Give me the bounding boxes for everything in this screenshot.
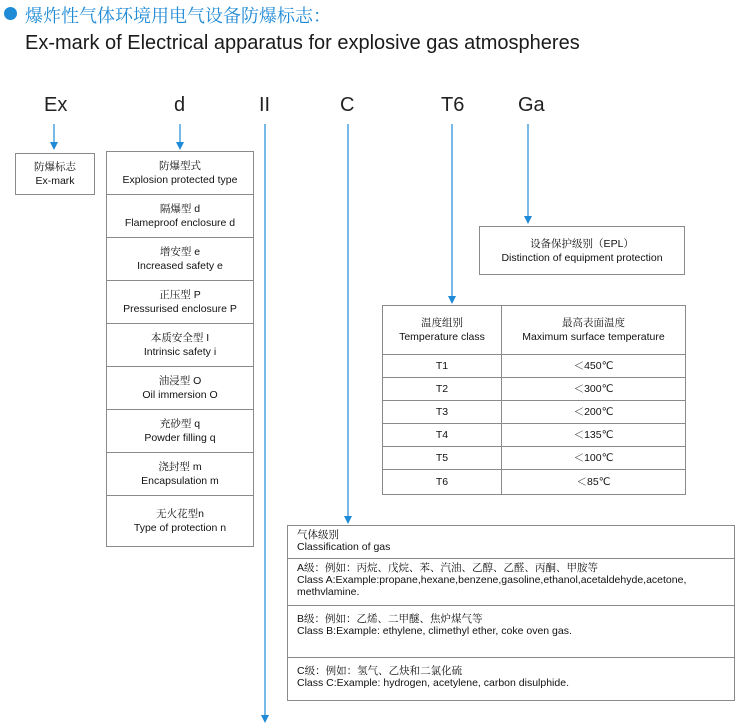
code-ii: II xyxy=(259,94,271,116)
protection-type-cn: 隔爆型 d xyxy=(159,203,201,215)
max-temperature-cell: ＜100℃ xyxy=(573,452,614,464)
temperature-class-cell: T4 xyxy=(383,424,502,446)
gas-classification-box xyxy=(287,525,735,701)
max-temperature-cell: ＜85℃ xyxy=(576,476,611,488)
ex-mark-box xyxy=(15,153,95,195)
gas-classification-header xyxy=(288,526,734,559)
protection-type-item xyxy=(107,453,253,496)
epl-cn: 设备保护级别（EPL） xyxy=(530,237,634,250)
header-col1-en: Temperature class xyxy=(399,331,485,343)
ex-mark-cn: 防爆标志 xyxy=(34,161,76,173)
epl-box xyxy=(479,226,685,275)
header-col2-cn: 最高表面温度 xyxy=(562,317,625,329)
protection-type-item xyxy=(107,152,253,195)
epl-en: Distinction of equipment protection xyxy=(501,251,663,264)
temperature-table-header xyxy=(383,306,685,355)
protection-type-en: Intrinsic safety i xyxy=(143,346,217,358)
gas-class-cn: A级：例如：丙烷、戊烷、苯、汽油、乙醇、乙醛、丙酮、甲胺等 xyxy=(297,562,599,574)
protection-type-item xyxy=(107,281,253,324)
gas-class-en: Class B:Example: ethylene, climethyl ether, coke oven gas. xyxy=(297,625,572,637)
protection-type-item xyxy=(107,195,253,238)
protection-type-en: Oil immersion O xyxy=(142,389,218,401)
protection-type-cn: 油浸型 O xyxy=(158,375,202,387)
gas-class-a xyxy=(288,559,734,606)
gas-class-cn: C级：例如：氢气、乙炔和二氯化硫 xyxy=(297,665,463,677)
protection-type-en: Powder filling q xyxy=(144,432,216,444)
max-temperature-cell: ＜135℃ xyxy=(573,429,614,441)
table-row xyxy=(383,424,685,447)
temperature-class-cell: T2 xyxy=(383,378,502,400)
code-t6: T6 xyxy=(441,94,465,116)
gas-class-en: Class A:Example:propane,hexane,benzene,gasoline,ethanol,acetaldehyde,acetone, methvlamine. xyxy=(297,574,687,598)
protection-type-item xyxy=(107,496,253,546)
table-row xyxy=(383,401,685,424)
code-c: C xyxy=(340,94,355,116)
protection-type-item xyxy=(107,324,253,367)
protection-type-en: Flameproof enclosure d xyxy=(124,217,236,229)
table-row xyxy=(383,355,685,378)
temperature-table xyxy=(382,305,686,495)
protection-type-cn: 浇封型 m xyxy=(158,461,202,473)
gas-class-c xyxy=(288,658,734,700)
max-temperature-cell: ＜200℃ xyxy=(573,406,614,418)
max-temperature-cell: ＜450℃ xyxy=(573,360,614,372)
gas-class-cn: B级：例如：乙烯、二甲醚、焦炉煤气等 xyxy=(297,613,483,625)
temperature-class-cell: T1 xyxy=(383,355,502,377)
temperature-class-cell: T3 xyxy=(383,401,502,423)
protection-type-en: Type of protection n xyxy=(133,522,227,534)
protection-type-en: Increased safety e xyxy=(137,260,223,272)
protection-type-cn: 增安型 e xyxy=(159,246,201,258)
protection-type-cn: 本质安全型 I xyxy=(150,332,210,344)
code-ga: Ga xyxy=(518,94,545,116)
header-col2-en: Maximum surface temperature xyxy=(522,331,665,343)
protection-type-cn: 无火花型n xyxy=(156,508,204,520)
protection-type-list xyxy=(106,151,254,547)
code-d: d xyxy=(174,94,186,116)
gas-class-en: Class C:Example: hydrogen, acetylene, carbon disulphide. xyxy=(297,677,569,689)
temperature-header-col1 xyxy=(383,306,502,354)
header-col1-cn: 温度组别 xyxy=(421,317,463,329)
protection-type-en: Pressurised enclosure P xyxy=(123,303,237,315)
temperature-class-cell: T5 xyxy=(383,447,502,469)
page-title-en: Ex-mark of Electrical apparatus for explosive gas atmospheres xyxy=(25,32,580,54)
table-row xyxy=(383,447,685,470)
protection-type-cn: 充砂型 q xyxy=(159,418,201,430)
protection-type-en: Encapsulation m xyxy=(141,475,219,487)
ex-mark-en: Ex-mark xyxy=(35,175,75,187)
code-ex: Ex xyxy=(44,94,68,116)
gas-title-cn: 气体级别 xyxy=(297,529,339,541)
protection-type-item xyxy=(107,367,253,410)
max-temperature-cell: ＜300℃ xyxy=(573,383,614,395)
protection-type-item xyxy=(107,238,253,281)
protection-type-en: Explosion protected type xyxy=(122,174,238,186)
protection-type-cn: 防爆型式 xyxy=(159,160,201,172)
table-row xyxy=(383,378,685,401)
temperature-header-col2 xyxy=(502,306,685,354)
table-row xyxy=(383,470,685,494)
page-title-cn: 爆炸性气体环境用电气设备防爆标志： xyxy=(25,6,331,26)
protection-type-item xyxy=(107,410,253,453)
protection-type-cn: 正压型 P xyxy=(159,289,201,301)
gas-title-en: Classification of gas xyxy=(297,541,391,553)
temperature-class-cell: T6 xyxy=(383,470,502,494)
gas-class-b xyxy=(288,606,734,658)
